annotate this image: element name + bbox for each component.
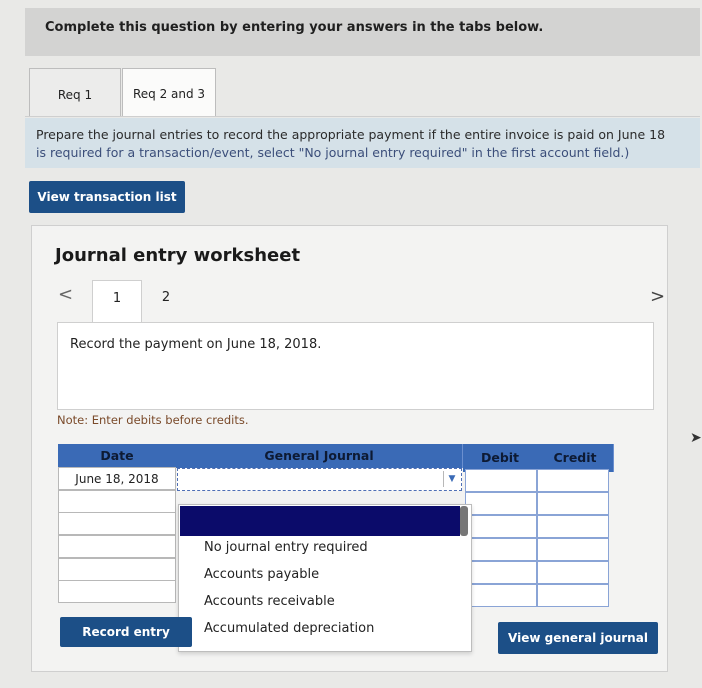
date-cell[interactable] bbox=[58, 512, 176, 535]
instruction-line-1: Prepare the journal entries to record the appropriate payment if the entire invoice is paid on June 18 bbox=[36, 127, 666, 142]
credit-input[interactable] bbox=[537, 561, 609, 584]
column-header-credit: Credit bbox=[537, 444, 614, 472]
credit-input[interactable] bbox=[537, 584, 609, 607]
column-header-date: Date bbox=[58, 444, 177, 468]
question-header-text: Complete this question by entering your answers in the tabs below. bbox=[45, 20, 544, 35]
chevron-down-icon[interactable]: ▼ bbox=[443, 471, 460, 487]
dropdown-scrollbar[interactable] bbox=[460, 506, 468, 536]
debit-input[interactable] bbox=[465, 515, 537, 538]
column-header-debit: Debit bbox=[463, 444, 538, 472]
dropdown-option[interactable]: Accounts payable bbox=[204, 567, 320, 582]
debit-input[interactable] bbox=[465, 538, 537, 561]
tab-divider bbox=[25, 116, 700, 117]
credit-input[interactable] bbox=[537, 469, 609, 492]
debit-input[interactable] bbox=[465, 561, 537, 584]
credit-input[interactable] bbox=[537, 515, 609, 538]
column-header-general-journal: General Journal bbox=[176, 444, 463, 468]
dropdown-option[interactable]: No journal entry required bbox=[204, 540, 368, 555]
record-entry-button[interactable]: Record entry bbox=[60, 617, 192, 647]
debit-input[interactable] bbox=[465, 492, 537, 515]
instruction-line-2: is required for a transaction/event, select "No journal entry required" in the first account field.) bbox=[36, 145, 630, 160]
previous-entry-icon[interactable]: < bbox=[58, 284, 74, 305]
account-select-field[interactable] bbox=[177, 468, 462, 491]
transaction-description: Record the payment on June 18, 2018. bbox=[70, 337, 322, 352]
instruction-panel bbox=[25, 118, 700, 168]
mouse-cursor-icon: ➤ bbox=[690, 430, 702, 446]
worksheet-title: Journal entry worksheet bbox=[55, 245, 301, 266]
dropdown-option[interactable]: Accumulated depreciation bbox=[204, 621, 375, 636]
debit-credit-note: Note: Enter debits before credits. bbox=[57, 413, 249, 427]
next-entry-icon[interactable]: > bbox=[650, 286, 666, 307]
date-cell[interactable] bbox=[58, 490, 176, 513]
transaction-description-box bbox=[57, 322, 654, 410]
date-cell[interactable] bbox=[58, 558, 176, 581]
view-general-journal-button[interactable]: View general journal bbox=[498, 622, 658, 654]
date-cell[interactable] bbox=[58, 535, 176, 558]
view-transaction-list-button[interactable]: View transaction list bbox=[29, 181, 185, 213]
entry-tab-1[interactable]: 1 bbox=[92, 280, 142, 323]
credit-input[interactable] bbox=[537, 538, 609, 561]
credit-input[interactable] bbox=[537, 492, 609, 515]
dropdown-option[interactable]: Accounts receivable bbox=[204, 594, 335, 609]
tab-req-1[interactable]: Req 1 bbox=[29, 68, 121, 117]
debit-input[interactable] bbox=[465, 469, 537, 492]
entry-tab-2[interactable]: 2 bbox=[161, 290, 171, 305]
debit-input[interactable] bbox=[465, 584, 537, 607]
date-cell[interactable] bbox=[58, 580, 176, 603]
date-cell[interactable]: June 18, 2018 bbox=[58, 467, 176, 490]
dropdown-option-highlighted[interactable] bbox=[180, 506, 460, 536]
tab-req-2-and-3[interactable]: Req 2 and 3 bbox=[122, 68, 216, 117]
